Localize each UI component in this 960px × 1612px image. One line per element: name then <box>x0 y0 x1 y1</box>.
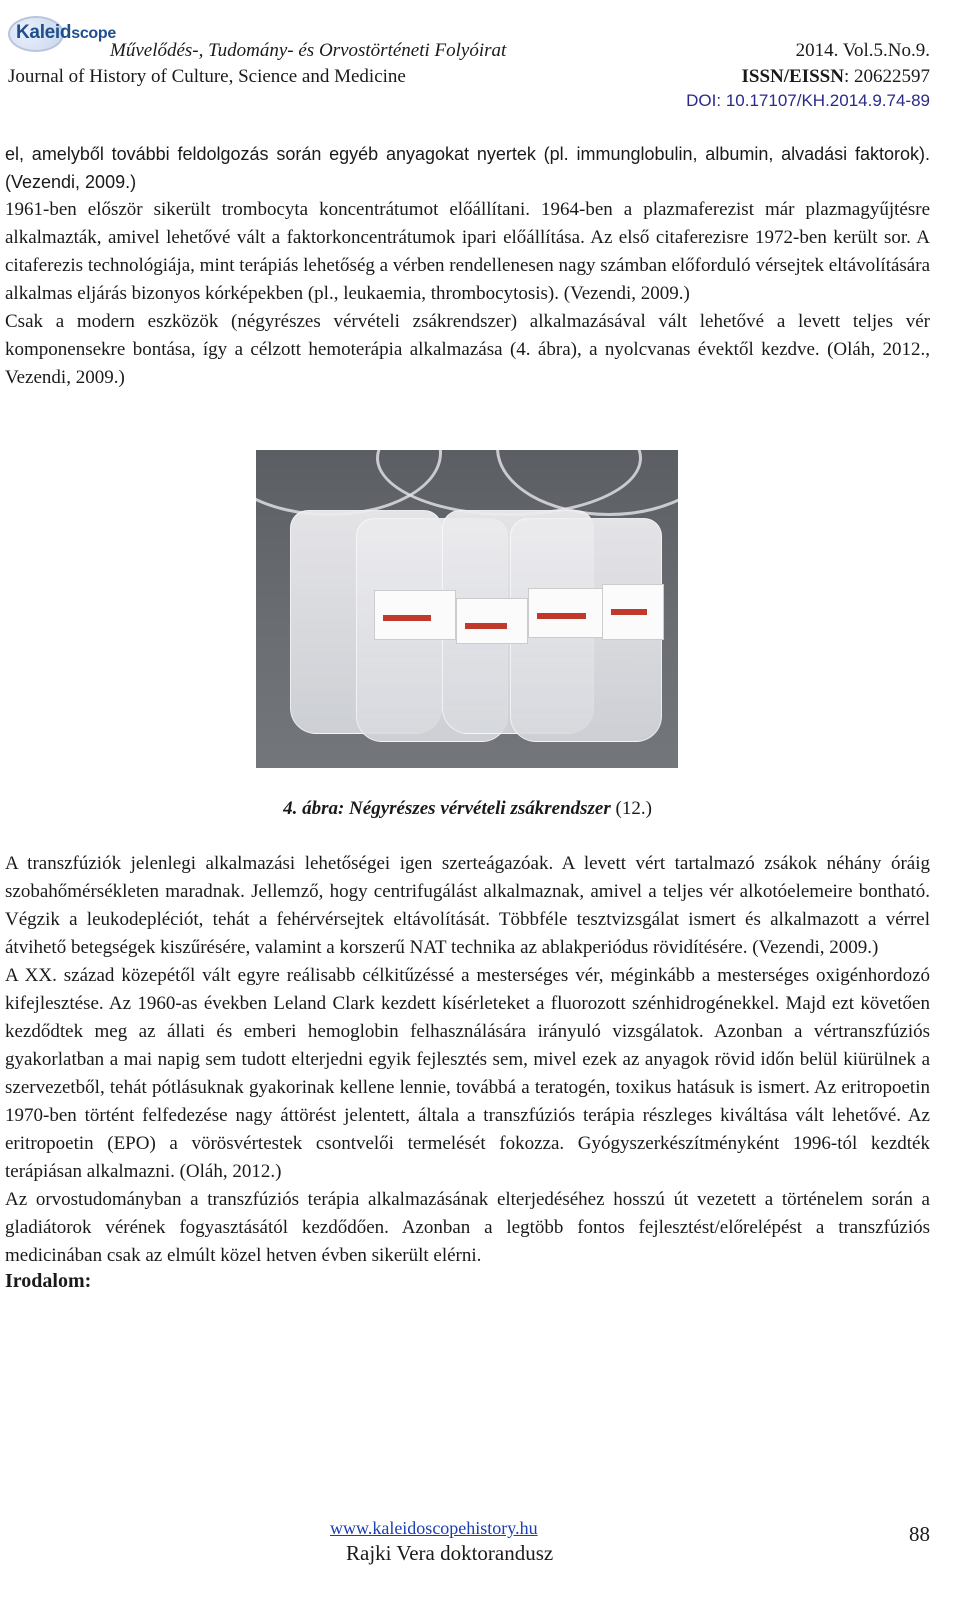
author-name: Rajki Vera doktorandusz <box>346 1541 554 1565</box>
figure-caption-source: (12.) <box>610 798 652 819</box>
figure-caption <box>0 798 935 820</box>
issn-info <box>742 66 930 88</box>
volume-info: 2014. Vol.5.No.9. <box>795 40 930 61</box>
paragraph-5: A XX. század közepétől vált egyre reálisabb célkitűzéssé a mesterséges vér, méginkább a mesterséges oxigénhordozó kifejlesztése. Az 1960-as években Leland Clark kezdett kísérleteket a fluorozott szénhidrogénekkel. Majd ezt követően kezdődtek meg az állati és emberi hemoglobin felhasználására irányuló vizsgálatok. Azonban a vértranszfúziós gyakorlatban a mai napig sem tudott elterjedni egyik fejlesztés sem, mivel ezek az anyagok rövid időn belül kiürülnek a szervezetből, tehát pótlásuknak gyakorinak kellene lennie, továbbá a teratogén, toxikus hatásuk is ismert. Az eritropoetin 1970-ben történt felfedezése nagy áttörést jelentett, általa a transzfúziós terápia részleges kiváltása vált lehetővé. Az eritropoetin (EPO) a vörösvértestek csontvelői termelését fokozza. Gyógyszerkészítményként 1996-tól kezdték terápiásan alkalmazni. (Oláh, 2012.) <box>5 965 930 1182</box>
figure-blood-bag-system <box>256 450 678 768</box>
issn-value: : 20622597 <box>843 66 930 87</box>
logo-sub-text: scope <box>71 25 116 42</box>
bag-label <box>602 584 664 640</box>
issn-label: ISSN/EISSN <box>741 66 844 87</box>
bag-label <box>374 590 456 640</box>
bag-label <box>456 598 528 644</box>
paragraph-4: A transzfúziók jelenlegi alkalmazási lehetőségei igen szerteágazóak. A levett vért tartalmazó zsákok néhány óráig szobahőmérsékleten maradnak. Jellemző, hogy centrifugálást alkalmaznak, amivel a teljes vér alkotóelemeire bontható. Végzik a leukodepléciót, tehát a fehérvérsejtek eltávolítását. Többféle tesztvizsgálat ismert és alkalmazott a vérrel átvihető betegségek kiszűrésére, valamint a korszerű NAT technika az ablakperiódus rövidítésére. (Vezendi, 2009.) <box>5 853 930 958</box>
bag-label <box>528 588 612 638</box>
body-text-bottom <box>5 850 930 1293</box>
kaleidoscope-logo <box>6 8 116 46</box>
figure-caption-title: 4. ábra: Négyrészes vérvételi zsákrendszer <box>283 798 611 819</box>
website-link[interactable]: www.kaleidoscopehistory.hu <box>330 1518 538 1538</box>
logo-main-text: Kaleid <box>16 22 72 43</box>
paragraph-6: Az orvostudományban a transzfúziós terápia alkalmazásának elterjedéséhez hosszú út vezetett a történelem során a gladiátorok vérének fogyasztásától kezdődően. Azonban a legtöbb fontos fejlesztést/előrelépést a transzfúziós medicinában csak az elmúlt közel hetven évben sikerült elérni. <box>5 1189 930 1266</box>
paragraph-1: el, amelyből további feldolgozás során egyéb anyagokat nyertek (pl. immunglobulin, albumin, alvadási faktorok). (Vezendi, 2009.) <box>5 144 930 192</box>
paragraph-2: 1961-ben először sikerült trombocyta koncentrátumot előállítani. 1964-ben a plazmaferezist már plazmagyűjtésre alkalmazták, amivel lehetővé vált a faktorkoncentrátumok ipari előállítása. Az első citaferezisre 1972-ben került sor. A citaferezis technológiája, mint terápiás lehetőség a vérben rendellenesen nagy számban előforduló vérsejtek eltávolítására alkalmas eljárás bizonyos kórképekben (pl., leukaemia, thrombocytosis). (Vezendi, 2009.) <box>5 199 930 304</box>
journal-title-english: Journal of History of Culture, Science and Medicine <box>8 66 406 87</box>
body-text-top <box>5 140 930 392</box>
references-heading: Irodalom: <box>5 1270 92 1292</box>
paragraph-3: Csak a modern eszközök (négyrészes vérvételi zsákrendszer) alkalmazásával vált lehetővé a levett teljes vér komponensekre bontása, így a célzott hemoterápia alkalmazása (4. ábra), a nyolcvanas évektől kezdve. (Oláh, 2012., Vezendi, 2009.) <box>5 311 930 388</box>
doi-link[interactable]: DOI: 10.17107/KH.2014.9.74-89 <box>686 91 930 110</box>
page-number: 88 <box>909 1522 930 1546</box>
page-header <box>0 0 960 118</box>
journal-title-hungarian: Művelődés-, Tudomány- és Orvostörténeti Folyóirat <box>110 40 507 61</box>
